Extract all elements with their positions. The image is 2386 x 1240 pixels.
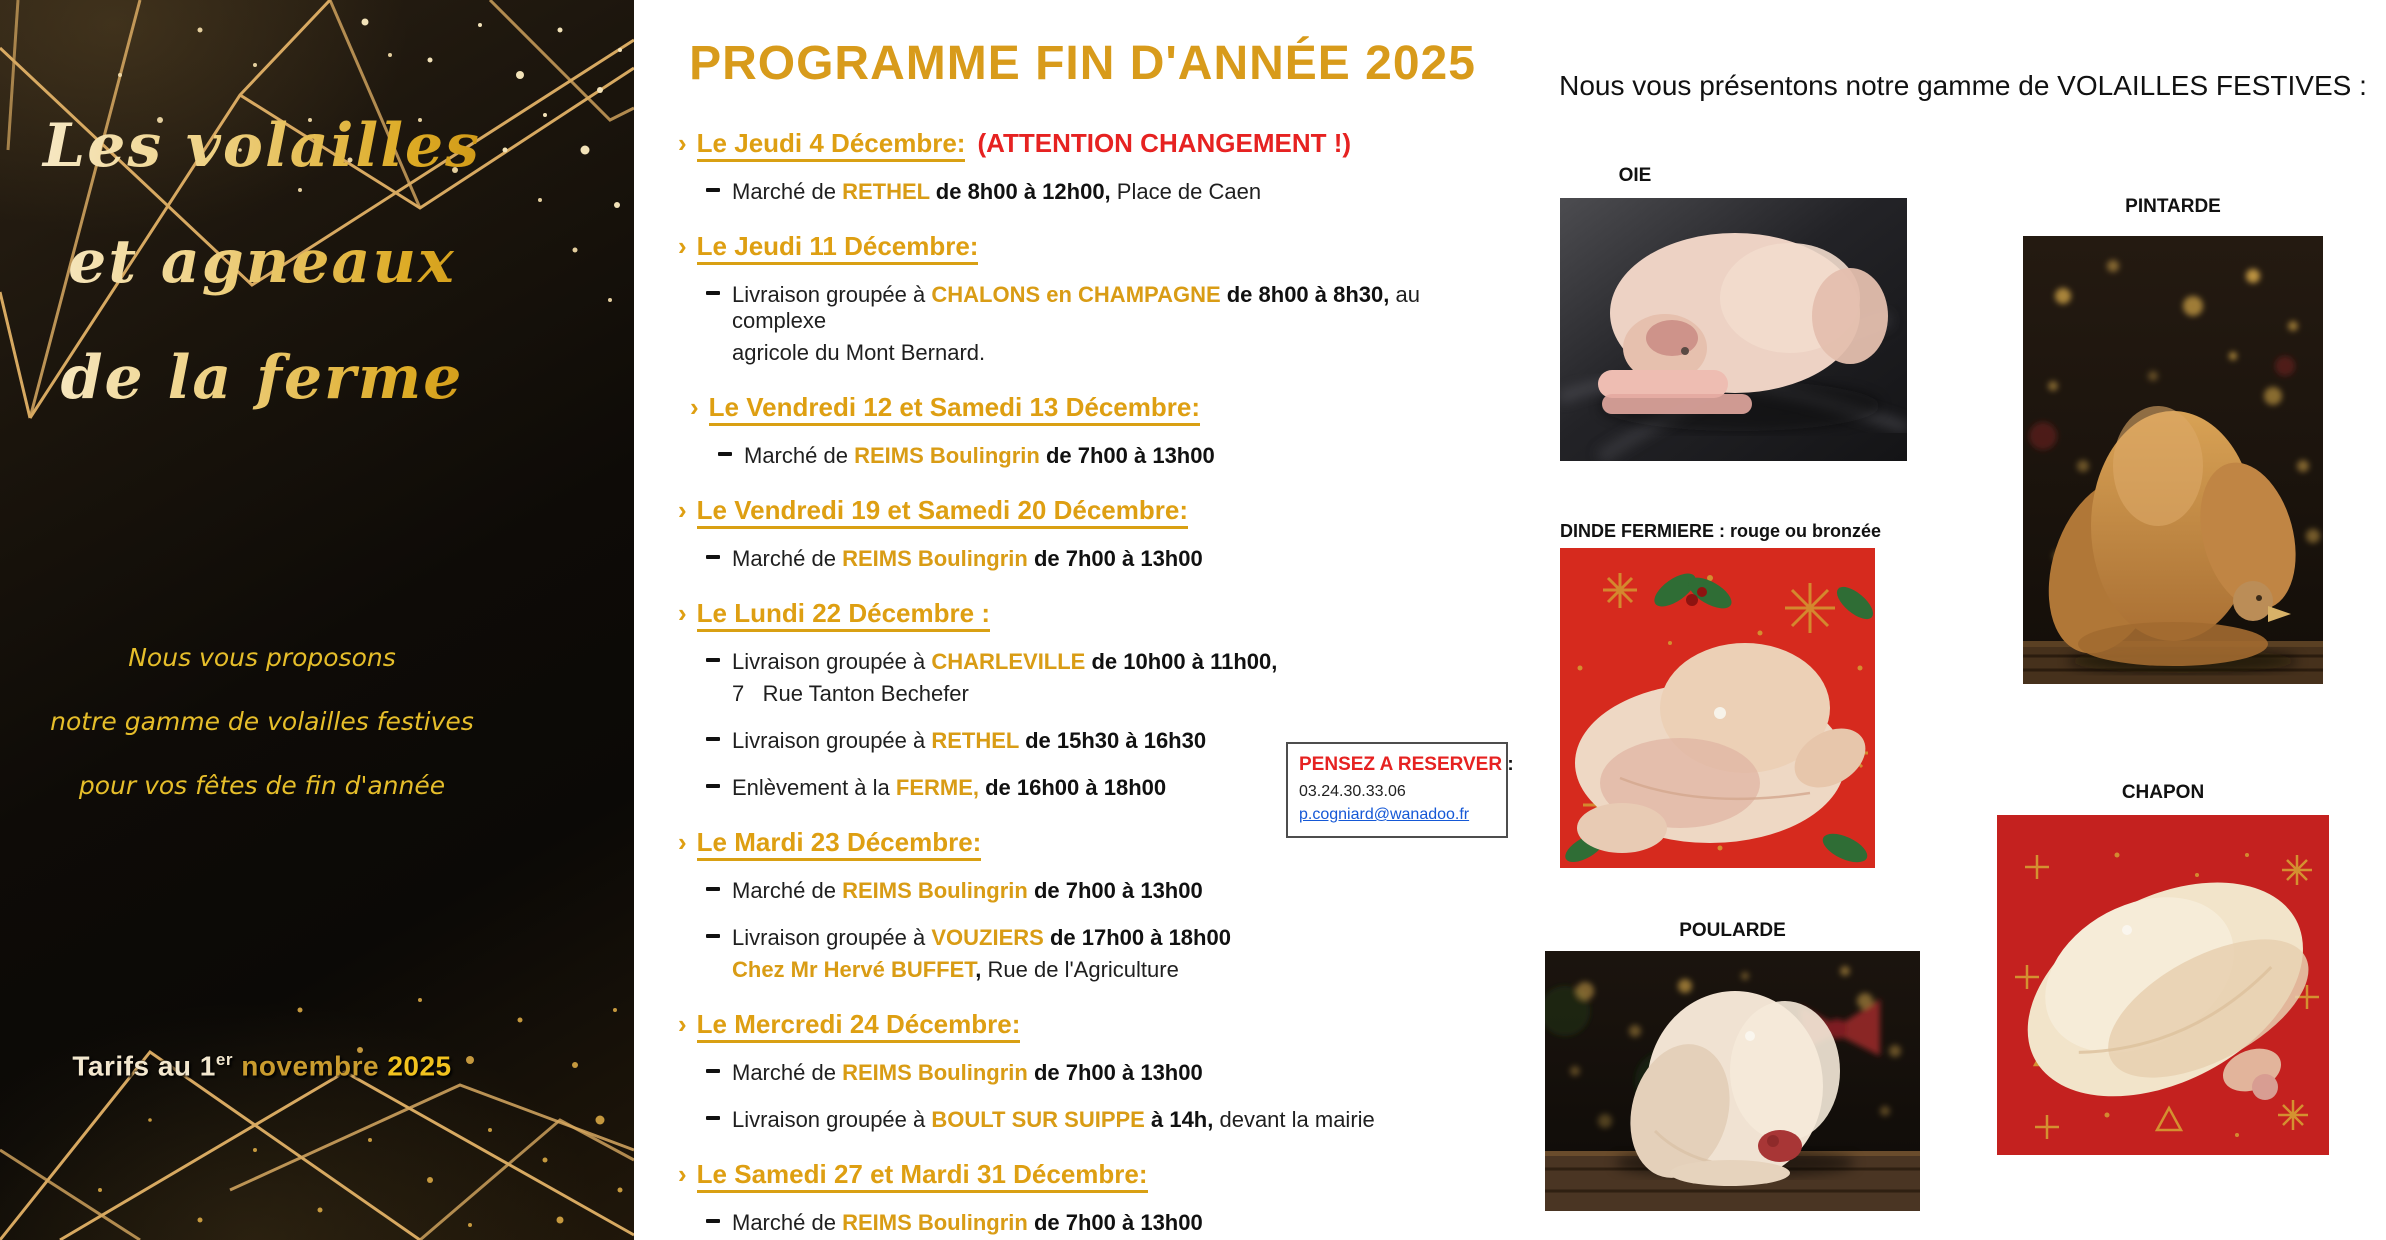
program-section bbox=[678, 1159, 1490, 1236]
program-item bbox=[678, 878, 1490, 904]
farm-subtitle-line: Nous vous proposons bbox=[128, 643, 396, 672]
text-segment: de 7h00 à 13h00 bbox=[1027, 546, 1203, 571]
program-item-continuation bbox=[732, 957, 1490, 983]
text-segment: RETHEL bbox=[931, 728, 1019, 753]
program-section bbox=[678, 128, 1490, 205]
text-segment: agricole du Mont Bernard. bbox=[732, 340, 986, 365]
text-segment: REIMS Boulingrin bbox=[842, 878, 1028, 903]
text-segment: à 14h, bbox=[1144, 1107, 1214, 1132]
text-segment: CHARLEVILLE bbox=[931, 649, 1086, 674]
oie-photo bbox=[1560, 198, 1907, 461]
text-segment: Livraison groupée à bbox=[732, 1107, 932, 1132]
text-segment: Chez Mr Hervé BUFFET bbox=[732, 957, 976, 982]
text-segment: Livraison groupée à bbox=[732, 925, 932, 950]
reservation-title-colon: : bbox=[1502, 754, 1514, 775]
text-segment: de 7h00 à 13h00 bbox=[1027, 1210, 1203, 1235]
figure-chapon bbox=[1997, 782, 2329, 1155]
dash-bullet-icon bbox=[706, 737, 720, 741]
program-list bbox=[678, 128, 1490, 1236]
text-segment: de 10h00 à 11h00, bbox=[1085, 649, 1278, 674]
program-item bbox=[678, 1107, 1490, 1133]
program-item-line bbox=[732, 282, 1426, 333]
text-segment: RETHEL bbox=[842, 179, 930, 204]
text-segment: de 7h00 à 13h00 bbox=[1039, 443, 1215, 468]
program-item bbox=[678, 179, 1490, 205]
program-item bbox=[678, 282, 1490, 366]
program-item-line bbox=[732, 925, 1231, 950]
text-segment: , bbox=[975, 957, 982, 982]
text-segment: REIMS Boulingrin bbox=[854, 443, 1040, 468]
text-segment: VOUZIERS bbox=[931, 925, 1044, 950]
tariff-date-note bbox=[0, 1050, 524, 1082]
program-item-line bbox=[732, 1107, 1375, 1132]
dash-bullet-icon bbox=[706, 1219, 720, 1223]
text-segment: Rue de l'Agriculture bbox=[981, 957, 1179, 982]
program-section bbox=[678, 495, 1490, 572]
text-segment: Marché de bbox=[732, 179, 843, 204]
chevron-icon: › bbox=[678, 827, 687, 857]
tariff-month: novembre bbox=[232, 1050, 388, 1082]
date-heading-text: Le Mardi 23 Décembre: bbox=[697, 827, 982, 861]
figure-pintarde bbox=[2023, 196, 2323, 684]
date-heading-text: Le Jeudi 4 Décembre: bbox=[697, 128, 966, 162]
chevron-icon: › bbox=[678, 1009, 687, 1039]
date-heading-text: Le Lundi 22 Décembre : bbox=[697, 598, 990, 632]
figure-oie bbox=[1560, 165, 1907, 461]
program-item-line bbox=[732, 546, 1203, 571]
left-panel bbox=[0, 0, 634, 1240]
program-item bbox=[678, 649, 1490, 707]
program-section bbox=[678, 827, 1490, 983]
program-item bbox=[690, 443, 1490, 469]
text-segment: de 7h00 à 13h00 bbox=[1027, 878, 1203, 903]
text-segment: BOULT SUR SUIPPE bbox=[931, 1107, 1145, 1132]
tariff-prefix: Tarifs au 1 bbox=[72, 1050, 216, 1082]
dash-bullet-icon bbox=[706, 784, 720, 788]
oie-label: OIE bbox=[1618, 165, 1652, 186]
program-item-line bbox=[732, 1060, 1203, 1085]
pintarde-photo bbox=[2023, 236, 2323, 684]
dash-bullet-icon bbox=[706, 555, 720, 559]
text-segment: Marché de bbox=[732, 1210, 843, 1235]
farm-subtitle-line: pour vos fêtes de fin d'année bbox=[78, 771, 446, 800]
program-date-heading bbox=[678, 598, 1490, 628]
program-item-line bbox=[744, 443, 1215, 468]
dash-bullet-icon bbox=[706, 188, 720, 192]
program-date-heading bbox=[678, 128, 1490, 158]
text-segment: FERME, bbox=[895, 775, 979, 800]
dash-bullet-icon bbox=[718, 452, 732, 456]
gamme-heading: Nous vous présentons notre gamme de VOLAILLES FESTIVES : bbox=[1559, 70, 2367, 101]
figure-dinde bbox=[1560, 521, 1882, 868]
text-segment: Livraison groupée à bbox=[732, 728, 932, 753]
reservation-phone: 03.24.30.33.06 bbox=[1299, 783, 1406, 800]
text-segment: Marché de bbox=[732, 546, 843, 571]
chevron-icon: › bbox=[678, 1159, 687, 1189]
dash-bullet-icon bbox=[706, 291, 720, 295]
text-segment: Livraison groupée à bbox=[732, 649, 932, 674]
text-segment: de 17h00 à 18h00 bbox=[1043, 925, 1231, 950]
program-item-line bbox=[732, 878, 1203, 903]
reservation-title-text: PENSEZ A RESERVER bbox=[1299, 754, 1503, 775]
program-date-heading bbox=[678, 231, 1490, 261]
program-item-line bbox=[732, 1210, 1203, 1235]
text-segment: Marché de bbox=[732, 878, 843, 903]
text-segment: REIMS Boulingrin bbox=[842, 1060, 1028, 1085]
reservation-email-link[interactable]: p.cogniard@wanadoo.fr bbox=[1299, 806, 1470, 823]
date-heading-text: Le Vendredi 19 et Samedi 20 Décembre: bbox=[697, 495, 1188, 529]
text-segment: CHALONS en CHAMPAGNE bbox=[931, 282, 1221, 307]
farm-title-line: et agneaux bbox=[0, 204, 524, 320]
text-segment: au complexe bbox=[732, 282, 1427, 333]
dinde-label: DINDE FERMIERE : rouge ou bronzée bbox=[1560, 521, 1882, 541]
text-segment: REIMS Boulingrin bbox=[842, 546, 1028, 571]
chapon-photo bbox=[1997, 815, 2329, 1155]
chevron-icon: › bbox=[678, 598, 687, 628]
figure-poularde bbox=[1545, 920, 1920, 1211]
text-segment: Marché de bbox=[732, 1060, 843, 1085]
text-segment: Livraison groupée à bbox=[732, 282, 932, 307]
farm-subtitle-line: notre gamme de volailles festives bbox=[50, 707, 474, 736]
text-segment: REIMS Boulingrin bbox=[842, 1210, 1028, 1235]
program-section bbox=[678, 1009, 1490, 1133]
program-item bbox=[678, 546, 1490, 572]
farm-title-line: Les volailles bbox=[0, 88, 524, 204]
poularde-label: POULARDE bbox=[1679, 920, 1786, 941]
text-segment: Place de Caen bbox=[1110, 179, 1262, 204]
chapon-label: CHAPON bbox=[2121, 782, 2205, 803]
program-item-line bbox=[732, 775, 1166, 800]
farm-title-line: de la ferme bbox=[0, 320, 524, 436]
program-date-heading bbox=[690, 392, 1490, 422]
text-segment: de 15h30 à 16h30 bbox=[1018, 728, 1207, 753]
dash-bullet-icon bbox=[706, 934, 720, 938]
program-item bbox=[678, 925, 1490, 983]
program-title: PROGRAMME FIN D'ANNÉE 2025 bbox=[689, 37, 1476, 90]
text-segment: Enlèvement à la bbox=[732, 775, 896, 800]
program-item bbox=[678, 1210, 1490, 1236]
program-section bbox=[678, 231, 1490, 366]
reservation-box bbox=[1286, 742, 1514, 838]
farm-subtitle bbox=[0, 626, 524, 818]
farm-title bbox=[0, 88, 524, 436]
program-item bbox=[678, 1060, 1490, 1086]
date-heading-text: Le Vendredi 12 et Samedi 13 Décembre: bbox=[709, 392, 1200, 426]
program-date-heading bbox=[678, 1009, 1490, 1039]
chevron-icon: › bbox=[690, 392, 699, 422]
program-item-continuation bbox=[732, 340, 1490, 366]
dash-bullet-icon bbox=[706, 658, 720, 662]
reservation-title bbox=[1299, 754, 1514, 776]
dinde-photo bbox=[1560, 548, 1875, 868]
program-section bbox=[678, 392, 1490, 469]
chevron-icon: › bbox=[678, 231, 687, 261]
date-heading-warning: (ATTENTION CHANGEMENT !) bbox=[977, 128, 1352, 158]
pintarde-label: PINTARDE bbox=[2125, 196, 2221, 217]
program-item-line bbox=[732, 649, 1277, 674]
text-segment: de 8h00 à 12h00, bbox=[929, 179, 1111, 204]
date-heading-text: Le Jeudi 11 Décembre: bbox=[697, 231, 979, 265]
program-item-continuation bbox=[732, 681, 1490, 707]
chevron-icon: › bbox=[678, 495, 687, 525]
text-segment: de 16h00 à 18h00 bbox=[979, 775, 1167, 800]
dash-bullet-icon bbox=[706, 887, 720, 891]
dash-bullet-icon bbox=[706, 1069, 720, 1073]
date-heading-text: Le Mercredi 24 Décembre: bbox=[697, 1009, 1021, 1043]
date-heading-text: Le Samedi 27 et Mardi 31 Décembre: bbox=[697, 1159, 1148, 1193]
poularde-photo bbox=[1545, 951, 1920, 1211]
tariff-superscript: er bbox=[215, 1050, 233, 1069]
program-date-heading bbox=[678, 1159, 1490, 1189]
text-segment: Marché de bbox=[744, 443, 855, 468]
dash-bullet-icon bbox=[706, 1116, 720, 1120]
tariff-year: 2025 bbox=[387, 1050, 452, 1082]
chevron-icon: › bbox=[678, 128, 687, 158]
program-item-line bbox=[732, 728, 1206, 753]
text-segment: de 7h00 à 13h00 bbox=[1027, 1060, 1203, 1085]
program-item-line bbox=[732, 179, 1261, 204]
text-segment: 7 Rue Tanton Bechefer bbox=[732, 681, 969, 706]
text-segment: devant la mairie bbox=[1213, 1107, 1375, 1132]
text-segment: de 8h00 à 8h30, bbox=[1220, 282, 1390, 307]
program-date-heading bbox=[678, 495, 1490, 525]
